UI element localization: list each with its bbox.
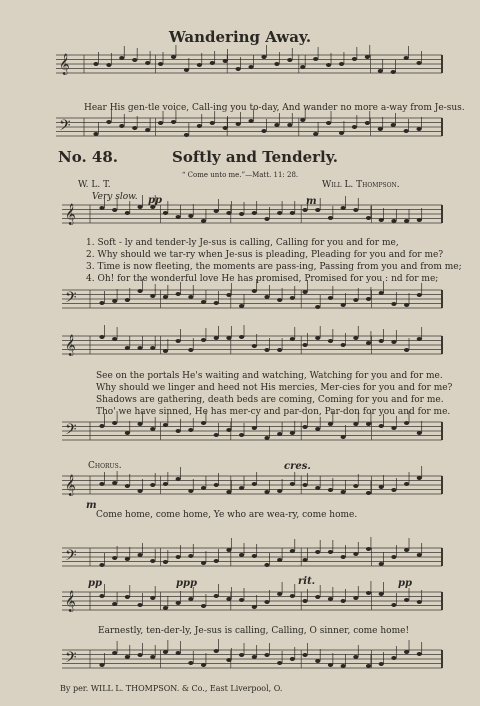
upper-hymn-title: Wandering Away. <box>168 28 312 46</box>
hymn-number: No. 48. <box>58 148 118 166</box>
svg-text:𝄢: 𝄢 <box>65 421 77 442</box>
words-by: W. L. T. <box>78 180 111 190</box>
svg-text:𝄞: 𝄞 <box>65 204 76 225</box>
verse-b-line-1: See on the portals He's waiting and watching, Watching for you and for me. <box>96 371 443 381</box>
svg-text:𝄢: 𝄢 <box>65 289 77 310</box>
verse-a-line-1: 1. Soft - ly and tender-ly Je-sus is calling, Calling for you and for me, <box>86 238 399 248</box>
verse-b-line-2: Why should we linger and heed not His mercies, Mer-cies for you and for me? <box>96 383 453 393</box>
verse-a-line-3: 3. Time is now fleeting, the moments are pass-ing, Passing from you and from me; <box>86 262 462 272</box>
dynamic-ppp: ppp <box>176 578 197 589</box>
verse-b-line-3: Shadows are gathering, death beds are coming, Coming for you and for me. <box>96 395 444 405</box>
chorus-line-2: Earnestly, ten-der-ly, Je-sus is calling, Calling, O sinner, come home! <box>98 626 410 636</box>
svg-text:𝄢: 𝄢 <box>59 117 71 138</box>
verse-b-line-4: Tho' we have sinned, He has mer-cy and par-don, Par-don for you and for me. <box>96 407 451 417</box>
dynamic-rit: rit. <box>298 576 316 587</box>
composer: Will L. Thompson. <box>322 180 400 190</box>
hymn-title: Softly and Tenderly. <box>172 148 338 166</box>
tempo-marking: Very slow. <box>92 192 138 202</box>
chorus-label: Chorus. <box>88 461 122 471</box>
dynamic-m: m <box>306 196 317 207</box>
chorus-line-1: Come home, come home, Ye who are wea-ry, come home. <box>96 510 358 520</box>
svg-text:𝄞: 𝄞 <box>65 591 76 612</box>
verse-a-line-2: 2. Why should we tar-ry when Je-sus is pleading, Pleading for you and for me? <box>86 250 444 260</box>
svg-text:𝄞: 𝄞 <box>59 54 70 75</box>
svg-text:𝄢: 𝄢 <box>65 547 77 568</box>
publisher-credit: By per. WILL L. THOMPSON. & Co., East Liverpool, O. <box>60 684 283 693</box>
dynamic-pp: pp <box>148 195 162 206</box>
scripture-reference: “ Come unto me.”—Matt. 11: 28. <box>181 171 299 179</box>
svg-text:𝄞: 𝄞 <box>65 335 76 356</box>
dynamic-pp-2: pp <box>88 578 102 589</box>
upper-hymn-lyric: Hear His gen-tle voice, Call-ing you to-day, And wander no more a-way from Je-sus. <box>84 103 465 113</box>
svg-text:𝄞: 𝄞 <box>65 475 76 496</box>
verse-a-line-4: 4. Oh! for the wonderful love He has promised, Promised for you : nd for me; <box>86 274 439 284</box>
svg-text:𝄢: 𝄢 <box>65 649 77 670</box>
dynamic-cres: cres. <box>284 461 311 472</box>
dynamic-pp-3: pp <box>398 578 412 589</box>
dynamic-m-chorus: m <box>86 500 97 511</box>
